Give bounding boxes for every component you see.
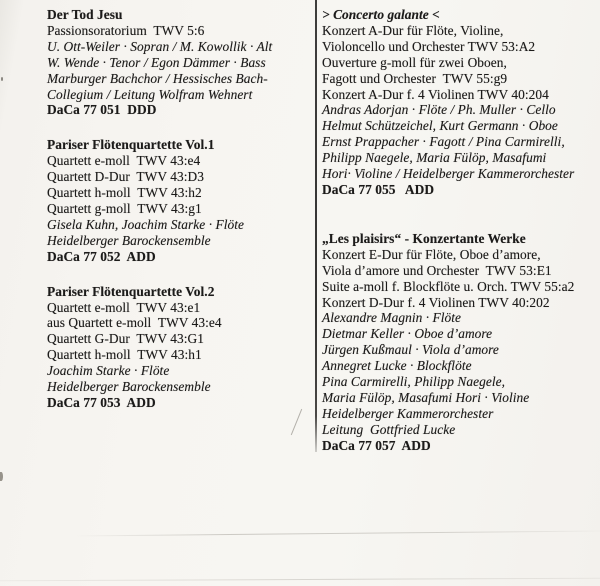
performers-line: Jürgen Kußmaul · Viola d’amore (322, 342, 499, 358)
performers-line: Leitung Gottfried Lucke (322, 421, 456, 437)
work-line: Konzert D-Dur f. 4 Violinen TWV 40:202 (322, 294, 550, 310)
scan-speck (0, 472, 3, 481)
title-line: > Concerto galante < (322, 7, 440, 22)
performers-line: Pina Carmirelli, Philipp Naegele, (322, 374, 506, 390)
performers-line: Dietmar Keller · Oboe d’amore (322, 326, 493, 342)
scan-page-edge (0, 578, 600, 582)
title-line: Pariser Flötenquartette Vol.2 (47, 283, 215, 299)
album-entry (47, 7, 312, 118)
scan-speck (1, 77, 3, 81)
catalog-line: DaCa 77 053 ADD (47, 394, 156, 410)
work-line: Viola d’amore und Orchester TWV 53:E1 (322, 262, 552, 278)
catalog-line: DaCa 77 051 DDD (47, 102, 157, 118)
performers-line: Hori· Violine / Heidelberger Kammerorchester (322, 166, 575, 182)
performers-line: W. Wende · Tenor / Egon Dämmer · Bass (47, 54, 266, 70)
performers-line: Ernst Prappacher · Fagott / Pina Carmirelli, (322, 134, 565, 150)
work-line: Quartett G-Dur TWV 43:G1 (47, 331, 204, 347)
work-line: Violoncello und Orchester TWV 53:A2 (322, 38, 536, 54)
work-line: Quartett D-Dur TWV 43:D3 (47, 169, 204, 185)
catalog-line: DaCa 77 052 ADD (47, 248, 156, 264)
work-line: Konzert A-Dur für Flöte, Violine, (322, 22, 504, 38)
work-line: Passionsoratorium TWV 5:6 (47, 22, 205, 38)
performers-line: Annegret Lucke · Blockflöte (322, 358, 472, 374)
album-entry (47, 137, 312, 264)
performers-line: Andras Adorjan · Flöte / Ph. Muller · Cello (322, 102, 556, 118)
title-line: Pariser Flötenquartette Vol.1 (47, 137, 215, 153)
album-entry (322, 231, 598, 454)
performers-line: U. Ott-Weiler · Sopran / M. Kowollik · Alt (47, 38, 273, 54)
scan-crease (70, 530, 600, 536)
work-line: Quartett g-moll TWV 43:g1 (47, 200, 202, 216)
work-line: aus Quartett e-moll TWV 43:e4 (47, 315, 222, 331)
performers-line: Marburger Bachchor / Hessisches Bach- (47, 70, 268, 86)
album-entry (322, 7, 598, 198)
work-line: Suite a-moll f. Blockflöte u. Orch. TWV 55:a2 (322, 278, 575, 294)
performers-line: Maria Fülöp, Masafumi Hori · Violine (322, 389, 530, 405)
column-divider-rule (315, 0, 317, 452)
performers-line: Alexandre Magnin · Flöte (322, 310, 462, 326)
work-line: Ouverture g-moll für zwei Oboen, (322, 54, 507, 70)
work-line: Quartett h-moll TWV 43:h2 (47, 185, 202, 201)
performers-line: Heidelberger Barockensemble (47, 379, 211, 395)
work-line: Quartett h-moll TWV 43:h1 (47, 347, 202, 363)
booklet-right-column (322, 7, 598, 473)
performers-line: Heidelberger Kammerorchester (322, 405, 494, 421)
title-line: Der Tod Jesu (47, 7, 123, 22)
booklet-left-column (47, 7, 312, 430)
work-line: Quartett e-moll TWV 43:e4 (47, 153, 201, 169)
performers-line: Heidelberger Barockensemble (47, 232, 211, 248)
album-entry (47, 284, 312, 411)
catalog-line: DaCa 77 055 ADD (322, 181, 435, 197)
work-line: Konzert E-Dur für Flöte, Oboe d’amore, (322, 246, 541, 262)
performers-line: Joachim Starke · Flöte (47, 363, 170, 379)
performers-line: Helmut Schützeichel, Kurt Germann · Oboe (322, 118, 558, 134)
performers-line: Philipp Naegele, Maria Fülöp, Masafumi (322, 150, 547, 166)
work-line: Quartett e-moll TWV 43:e1 (47, 299, 201, 315)
title-line: „Les plaisirs“ - Konzertante Werke (322, 230, 526, 246)
work-line: Konzert A-Dur f. 4 Violinen TWV 40:204 (322, 86, 549, 102)
catalog-line: DaCa 77 057 ADD (322, 437, 431, 453)
work-line: Fagott und Orchester TWV 55:g9 (322, 70, 508, 86)
performers-line: Gisela Kuhn, Joachim Starke · Flöte (47, 216, 244, 232)
performers-line: Collegium / Leitung Wolfram Wehnert (47, 86, 253, 102)
